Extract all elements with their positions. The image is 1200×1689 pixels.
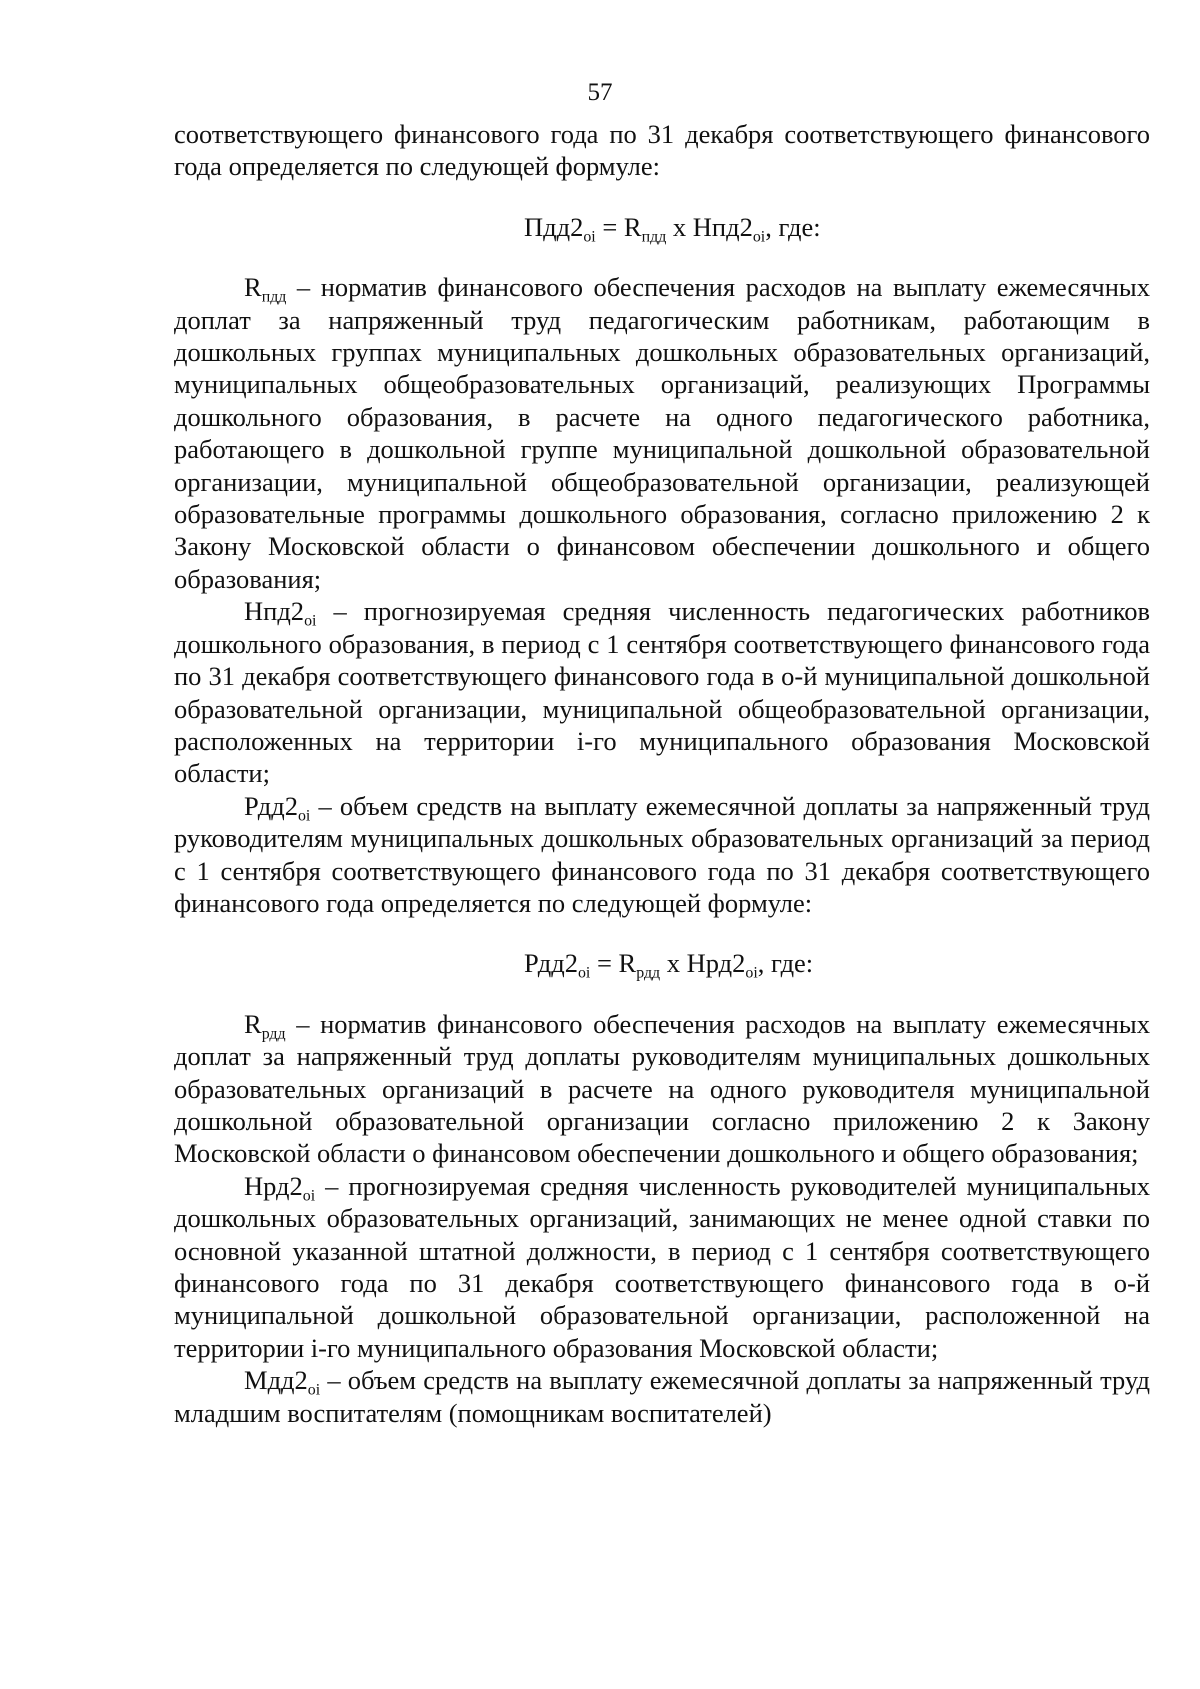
definition-symbol: Нрд2 bbox=[244, 1170, 303, 1201]
formula-subscript: oi bbox=[577, 964, 591, 982]
definition-subscript: рдд bbox=[261, 1025, 286, 1043]
formula-subscript: oi bbox=[752, 228, 766, 246]
formula-multiplier: х Нпд2 bbox=[666, 211, 753, 242]
formula-subscript: рдд bbox=[636, 964, 661, 982]
definition-text: – объем средств на выплату ежемесячной доплаты за напряженный труд руководителям муниципальных дошкольных образовательных организаций за период с 1 сентября соответствующего финансового года по 31 декабря соответствующего финансового года определяется по следующей формуле: bbox=[174, 790, 1150, 918]
definition-subscript: oi bbox=[307, 1381, 321, 1399]
definition-nrd2 bbox=[174, 1170, 1150, 1364]
definition-subscript: oi bbox=[304, 612, 317, 630]
formula-equals: = R bbox=[590, 948, 637, 979]
formula-multiplier: х Нрд2 bbox=[660, 948, 746, 979]
formula-rdd2 bbox=[174, 947, 1150, 982]
formula-pdd2 bbox=[174, 211, 1150, 246]
definition-mdd2 bbox=[174, 1364, 1150, 1429]
document-body bbox=[174, 118, 1150, 1429]
definition-r-rdd bbox=[174, 1008, 1150, 1170]
definition-text: – норматив финансового обеспечения расходов на выплату ежемесячных доплат за напряженный труд доплаты руководителям муниципальных дошкольных образовательных организаций в расчете на одного руководителя муниципальной дошкольной образовательной организации согласно приложению 2 к Закону Московской области о финансовом обеспечении дошкольного и общего образования; bbox=[174, 1008, 1150, 1169]
definition-subscript: oi bbox=[302, 1187, 316, 1205]
definition-npd2 bbox=[174, 595, 1150, 789]
definition-subscript: oi bbox=[297, 807, 311, 825]
formula-subscript: пдд bbox=[641, 228, 667, 246]
definition-rdd2 bbox=[174, 790, 1150, 920]
formula-subscript: oi bbox=[583, 228, 596, 246]
definition-symbol: R bbox=[244, 1008, 262, 1039]
definition-symbol: Рдд2 bbox=[244, 790, 298, 821]
definition-symbol: Мдд2 bbox=[244, 1365, 308, 1396]
definition-symbol: R bbox=[244, 272, 262, 303]
definition-subscript: пдд bbox=[261, 288, 287, 306]
formula-equals: = R bbox=[595, 211, 642, 242]
page-number: 57 bbox=[587, 79, 613, 106]
definition-text: – норматив финансового обеспечения расходов на выплату ежемесячных доплат за напряженный труд педагогическим работникам, работающим в дошкольных группах муниципальных дошкольных образовательных организаций, муниципальных общеобразовательных организаций, реализующих Программы дошкольного образования, в расчете на одного педагогического работника, работающего в дошкольной группе муниципальной дошкольной образовательной организации, муниципальной общеобразовательной организации, реализующей образовательные программы дошкольного образования, согласно приложению 2 к Закону Московской области о финансовом обеспечении дошкольного и общего образования; bbox=[174, 272, 1150, 594]
formula-subscript: oi bbox=[745, 964, 758, 982]
definition-symbol: Нпд2 bbox=[244, 596, 305, 627]
formula-tail: , где: bbox=[757, 948, 814, 979]
definition-text: – объем средств на выплату ежемесячной доплаты за напряженный труд младшим воспитателям (помощникам воспитателей) bbox=[174, 1365, 1150, 1428]
definition-r-pdd bbox=[174, 271, 1150, 595]
formula-lhs: Пдд2 bbox=[524, 211, 584, 242]
intro-paragraph: соответствующего финансового года по 31 декабря соответствующего финансового года определяется по следующей формуле: bbox=[174, 119, 1150, 182]
formula-lhs: Рдд2 bbox=[524, 948, 578, 979]
definition-text: – прогнозируемая средняя численность педагогических работников дошкольного образования, в период с 1 сентября соответствующего финансового года по 31 декабря соответствующего финансового года в о-й муниципальной дошкольной образовательной организации, муниципальной общеобразовательной организации, расположенных на территории i-го муниципального образования Московской области; bbox=[174, 596, 1150, 789]
formula-tail: , где: bbox=[765, 211, 821, 242]
definition-text: – прогнозируемая средняя численность руководителей муниципальных дошкольных образовательных организаций, занимающих не менее одной ставки по основной указанной штатной должности, в период с 1 сентября соответствующего финансового года по 31 декабря соответствующего финансового года в о-й муниципальной дошкольной образовательной организации, расположенной на территории i-го муниципального образования Московской области; bbox=[174, 1170, 1150, 1363]
